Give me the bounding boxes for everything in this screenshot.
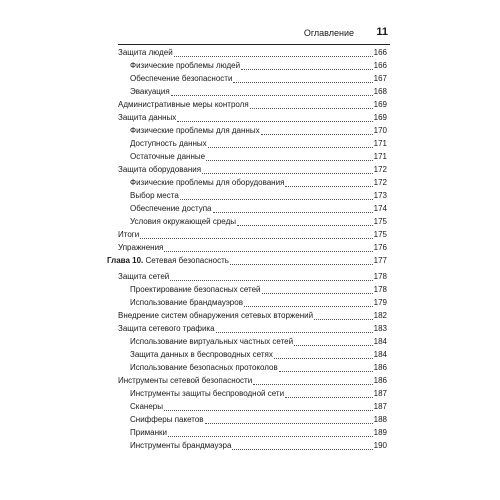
toc-entry-text: Инструменты сетевой безопасности: [118, 376, 253, 385]
toc-page-number: 166: [373, 48, 387, 57]
toc-entry-title: [130, 178, 284, 188]
toc-page-number: 175: [373, 217, 387, 226]
toc-entry-text: Остаточные данные: [130, 152, 206, 161]
toc-entry: [130, 85, 387, 97]
dot-leader: [237, 219, 373, 227]
toc-entry-title: [130, 191, 179, 201]
toc-entry-text: Защита людей: [118, 48, 173, 57]
toc-page-number: 178: [373, 285, 387, 294]
dot-leader: [233, 76, 372, 84]
toc-entry: [130, 335, 387, 347]
toc-entry-title: [130, 152, 205, 162]
toc-entry: [118, 98, 387, 110]
toc-page-number: 170: [373, 126, 387, 135]
toc-entry: [118, 46, 387, 58]
toc-entry-text: Упражнения: [118, 243, 164, 252]
chapter-label: Глава 10.: [107, 256, 144, 265]
toc-entry-title: [130, 61, 240, 71]
toc-page-number: 179: [373, 298, 387, 307]
toc-entry: [130, 400, 387, 412]
toc-entry: [130, 348, 387, 360]
toc-entry-text: Физические проблемы для оборудования: [130, 178, 285, 187]
toc-entry: [118, 228, 387, 240]
toc-page-number: 187: [373, 389, 387, 398]
toc-page-number: 186: [373, 376, 387, 385]
toc-entry-text: Итоги: [118, 230, 140, 239]
toc-entry-text: Защита оборудования: [118, 165, 202, 174]
toc-entry-text: Инструменты брандмауэра: [130, 441, 232, 450]
toc-entry-text: Сетевая безопасность: [145, 256, 229, 265]
toc-entry: [118, 163, 387, 175]
toc-entry: [130, 387, 387, 399]
dot-leader: [168, 430, 373, 438]
toc-entry-text: Обеспечение доступа: [130, 204, 212, 213]
toc-entry-text: Инструменты защиты беспроводной сети: [130, 389, 285, 398]
toc-entry-text: Обеспечение безопасности: [130, 74, 233, 83]
toc-entry: [130, 413, 387, 425]
toc-page-number: 184: [373, 350, 387, 359]
toc-entry-text: Сканеры: [130, 402, 163, 411]
dot-leader: [164, 245, 372, 253]
toc-entry-title: [130, 87, 170, 97]
toc-entry-text: Защита сетей: [118, 272, 170, 281]
toc-entry-text: Доступность данных: [130, 139, 207, 148]
dot-leader: [164, 404, 373, 412]
toc-entry-title: [130, 402, 163, 412]
toc-entry: [130, 202, 387, 214]
toc-page-number: 176: [373, 243, 387, 252]
toc-entry: [130, 176, 387, 188]
toc-entry-text: Использование виртуальных частных сетей: [130, 337, 294, 346]
toc-entry: [130, 150, 387, 162]
dot-leader: [285, 391, 373, 399]
dot-leader: [261, 128, 373, 136]
toc-page-number: 177: [373, 256, 387, 265]
toc-page-number: 169: [373, 113, 387, 122]
toc-entry: [118, 270, 387, 282]
dot-leader: [202, 167, 373, 175]
dot-leader: [279, 365, 373, 373]
dot-leader: [250, 102, 373, 110]
dot-leader: [174, 50, 373, 58]
dot-leader: [262, 287, 373, 295]
toc-entry-title: [118, 324, 215, 334]
toc-entry-title: [130, 441, 231, 451]
dot-leader: [274, 352, 373, 360]
toc-entry-title: [130, 415, 204, 425]
toc-entry-title: [130, 428, 167, 438]
dot-leader: [170, 274, 372, 282]
toc-entry-text: Эвакуация: [130, 87, 170, 96]
dot-leader: [230, 258, 373, 266]
toc-entry-text: Физические проблемы для данных: [130, 126, 260, 135]
toc-entry: [130, 189, 387, 201]
toc-entry-text: Проектирование безопасных сетей: [130, 285, 261, 294]
dot-leader: [216, 326, 373, 334]
toc-entry: [130, 137, 387, 149]
toc-entry-text: Физические проблемы людей: [130, 61, 241, 70]
toc-chapter-entry: [107, 254, 387, 266]
toc-page-number: 173: [373, 191, 387, 200]
dot-leader: [208, 141, 373, 149]
toc-entry: [118, 322, 387, 334]
toc-entry-text: Снифферы пакетов: [130, 415, 204, 424]
dot-leader: [177, 115, 372, 123]
toc-entry-text: Защита сетевого трафика: [118, 324, 215, 333]
toc-entry: [130, 283, 387, 295]
toc-page-number: 168: [373, 87, 387, 96]
toc-entry-title: [118, 165, 201, 175]
toc-entry-title: [118, 113, 176, 123]
toc-entry-title: [118, 243, 163, 253]
dot-leader: [213, 206, 373, 214]
toc-entry-title: [130, 350, 273, 360]
toc-page-number: 171: [373, 139, 387, 148]
toc-entry: [130, 215, 387, 227]
toc-entry-title: [130, 217, 236, 227]
toc-page-number: 184: [373, 337, 387, 346]
toc-entry: [118, 241, 387, 253]
toc-page-number: 190: [373, 441, 387, 450]
toc-entry-text: Использование брандмауэров: [130, 298, 243, 307]
toc-entry-title: [118, 272, 169, 282]
dot-leader: [253, 378, 372, 386]
toc-page-number: 169: [373, 100, 387, 109]
dot-leader: [205, 417, 373, 425]
toc-entry-text: Выбор места: [130, 191, 179, 200]
toc-page-number: 167: [373, 74, 387, 83]
toc-entry-title: [130, 139, 207, 149]
dot-leader: [180, 193, 373, 201]
toc-entry-text: Внедрение систем обнаружения сетевых вторжений: [118, 311, 314, 320]
toc-page-number: 188: [373, 415, 387, 424]
toc-page-number: 174: [373, 204, 387, 213]
dot-leader: [171, 89, 373, 97]
toc-entry-title: [118, 311, 313, 321]
toc-page-number: 186: [373, 363, 387, 372]
toc-entry-title: [130, 204, 212, 214]
toc-entry-title: [130, 285, 261, 295]
toc-entry-title: [130, 298, 243, 308]
toc-entry-title: [107, 256, 229, 266]
toc-entry-title: [118, 376, 252, 386]
toc-entry-text: Защита данных в беспроводных сетях: [130, 350, 273, 359]
running-title: Оглавление: [303, 28, 354, 38]
dot-leader: [140, 232, 372, 240]
toc-page-number: 189: [373, 428, 387, 437]
dot-leader: [241, 63, 373, 71]
toc-entry-title: [130, 126, 260, 136]
toc-entry: [130, 361, 387, 373]
toc-page-number: 175: [373, 230, 387, 239]
toc-page-number: 183: [373, 324, 387, 333]
dot-leader: [314, 313, 373, 321]
toc-page-number: 182: [373, 311, 387, 320]
toc-entry: [130, 426, 387, 438]
toc-entry-text: Административные меры контроля: [118, 100, 249, 109]
toc-entry: [118, 374, 387, 386]
toc-entry: [118, 111, 387, 123]
toc-entry-title: [130, 74, 232, 84]
toc-entry-title: [118, 100, 249, 110]
toc-entry-title: [130, 363, 278, 373]
toc-page-number: 178: [373, 272, 387, 281]
toc-page-number: 187: [373, 402, 387, 411]
toc-entry: [130, 124, 387, 136]
toc-page-number: 172: [373, 178, 387, 187]
dot-leader: [294, 339, 373, 347]
dot-leader: [232, 443, 372, 451]
page-number: 11: [376, 26, 388, 38]
toc-entry-title: [130, 337, 293, 347]
toc-entry-title: [118, 230, 139, 240]
toc-entry: [130, 59, 387, 71]
toc-page-number: 166: [373, 61, 387, 70]
toc-entry-text: Приманки: [130, 428, 168, 437]
toc-page-number: 171: [373, 152, 387, 161]
toc-entry: [130, 439, 387, 451]
dot-leader: [244, 300, 373, 308]
toc-entry-text: Условия окружающей среды: [130, 217, 236, 226]
dot-leader: [285, 180, 372, 188]
toc-entry: [130, 296, 387, 308]
toc-entry-title: [130, 389, 284, 399]
toc-page-number: 172: [373, 165, 387, 174]
toc-entry-text: Защита данных: [118, 113, 177, 122]
dot-leader: [206, 154, 373, 162]
toc-entry: [130, 72, 387, 84]
toc-entry-text: Использование безопасных протоколов: [130, 363, 278, 372]
toc-entry: [118, 309, 387, 321]
toc-entry-title: [118, 48, 173, 58]
